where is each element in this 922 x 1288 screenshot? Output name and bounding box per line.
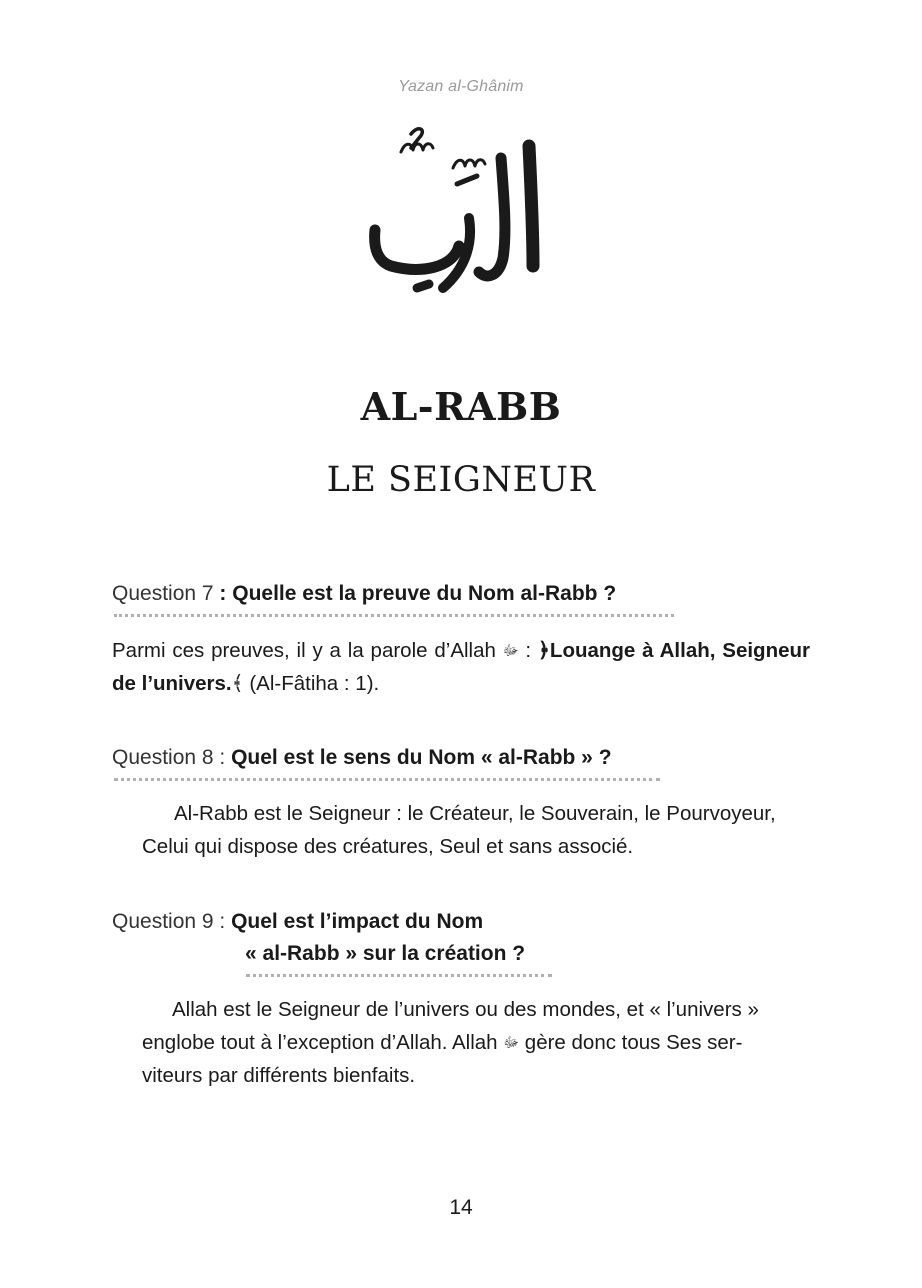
question-9-dotted-underline bbox=[246, 974, 552, 977]
quran-open-bracket: ﴿ bbox=[537, 639, 550, 662]
answer-9-line-3: viteurs par différents bienfaits. bbox=[142, 1064, 416, 1087]
question-7-text: Quelle est la preuve du Nom al-Rabb ? bbox=[232, 582, 617, 605]
honorific-glyph: ﷻ bbox=[502, 642, 519, 658]
divine-name-meaning: LE SEIGNEUR bbox=[326, 460, 596, 500]
question-9-separator: : bbox=[213, 910, 232, 933]
question-9-text-line2: « al-Rabb » sur la création ? bbox=[245, 942, 526, 965]
quran-reference: (Al-Fâtiha : 1). bbox=[243, 672, 380, 695]
answer-8 bbox=[142, 797, 822, 863]
answer-9-line-2 bbox=[142, 1026, 822, 1059]
answer-8-line-2: Celui qui dispose des créatures, Seul et sans associé. bbox=[142, 835, 634, 858]
answer-9-line-2-start: englobe tout à l’exception d’Allah. Allah bbox=[142, 1031, 498, 1054]
quran-close-bracket: ﴾ bbox=[231, 672, 244, 695]
answer-9 bbox=[142, 993, 822, 1092]
honorific-glyph: ﷻ bbox=[503, 1034, 520, 1050]
question-7-label: Question 7 bbox=[112, 582, 214, 605]
divine-name-title: AL-RABB bbox=[360, 384, 562, 429]
answer-7-text-start: Parmi ces preuves, il y a la parole d’Allah bbox=[112, 639, 496, 662]
answer-8-line-1: Al-Rabb est le Seigneur : le Créateur, le Souverain, le Pourvoyeur, bbox=[174, 802, 776, 825]
question-9-label: Question 9 bbox=[112, 910, 214, 933]
arabic-calligraphy-al-rabb bbox=[0, 118, 922, 298]
question-7-heading bbox=[112, 578, 616, 610]
answer-7 bbox=[112, 634, 810, 700]
question-8-heading bbox=[112, 742, 612, 774]
question-8-separator: : bbox=[213, 746, 232, 769]
question-9-heading-cont bbox=[245, 938, 525, 970]
answer-9-line-1: Allah est le Seigneur de l’univers ou des mondes, et « l’univers » bbox=[172, 998, 759, 1021]
page-number: 14 bbox=[449, 1196, 473, 1219]
answer-9-line-2-end: gère donc tous Ses ser- bbox=[519, 1031, 743, 1054]
question-8-text: Quel est le sens du Nom « al-Rabb » ? bbox=[231, 746, 612, 769]
question-8-dotted-underline bbox=[114, 778, 660, 781]
calligraphy-image bbox=[361, 118, 561, 298]
question-8-label: Question 8 bbox=[112, 746, 214, 769]
running-header-author: Yazan al-Ghânim bbox=[398, 78, 524, 95]
answer-7-colon: : bbox=[518, 639, 538, 662]
question-9-text-line1: Quel est l’impact du Nom bbox=[231, 910, 484, 933]
question-7-separator: : bbox=[213, 582, 233, 605]
question-9-heading bbox=[112, 906, 483, 938]
quran-quote-part2: Seigneur de l’univers. bbox=[112, 639, 810, 695]
quran-quote-part1: Louange à Allah, bbox=[549, 639, 716, 662]
question-7-dotted-underline bbox=[114, 614, 674, 617]
